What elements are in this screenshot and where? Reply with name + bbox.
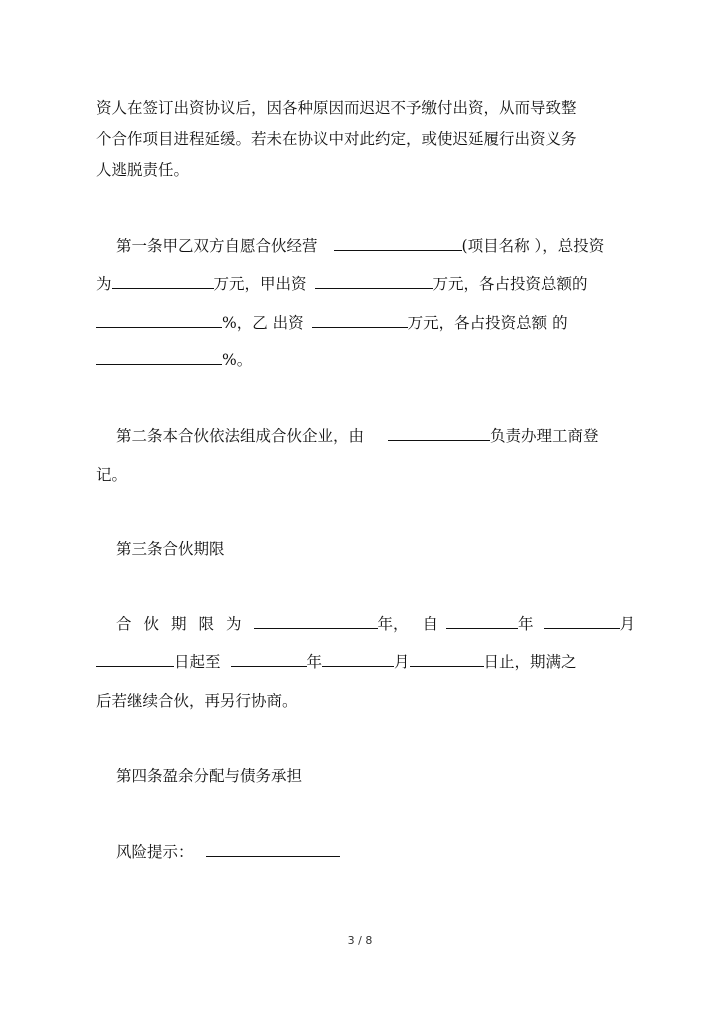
article1-line-2 [96, 274, 588, 294]
risk-tip-label: 风险提示： [116, 843, 194, 861]
article3-line-1 [116, 614, 635, 634]
term-prefix: 合伙期限为 [116, 615, 254, 633]
article1-line-3 [96, 313, 568, 333]
intro-line-2: 个合作项目进程延缓。若未在协议中对此约定，或使迟延履行出资义务 [96, 130, 577, 148]
start-day-blank[interactable] [96, 652, 174, 667]
article3-line-2 [96, 652, 577, 672]
end-year-blank[interactable] [231, 652, 307, 667]
project-name-blank[interactable] [334, 236, 462, 251]
article1-wan-1: 万元，甲出资 [213, 275, 307, 293]
article3-title: 第三条合伙期限 [116, 540, 225, 558]
article1-wei: 为 [96, 275, 112, 293]
party-a-percent-blank[interactable] [96, 313, 222, 328]
article1-percent-a: %，乙 出资 [222, 314, 304, 332]
risk-tip-line [116, 842, 340, 862]
article1-wan-3: 万元，各占投资总额 的 [407, 314, 568, 332]
article2-line-2: 记。 [96, 466, 128, 484]
article1-project-label: (项目名称 ），总投资 [461, 237, 605, 255]
article1-line-1 [116, 236, 604, 256]
term-month-2: 月 [394, 653, 410, 671]
registrant-blank[interactable] [388, 426, 490, 441]
term-year-3: 年 [306, 653, 323, 671]
page-number: 3 / 8 [347, 934, 373, 947]
party-b-percent-blank[interactable] [96, 350, 222, 365]
total-investment-blank[interactable] [112, 274, 214, 289]
term-month-1: 月 [619, 615, 636, 633]
start-year-blank[interactable] [446, 614, 518, 629]
term-year-2: 年 [518, 615, 534, 633]
term-day-from: 日起至 [174, 653, 221, 671]
term-years-blank[interactable] [254, 614, 378, 629]
term-year-1: 年， [377, 615, 409, 633]
party-a-investment-blank[interactable] [315, 274, 433, 289]
article1-percent-end: %。 [222, 351, 253, 369]
article1-prefix: 第一条甲乙双方自愿合伙经营 [116, 237, 318, 255]
party-b-investment-blank[interactable] [312, 313, 408, 328]
article1-wan-2: 万元，各占投资总额的 [432, 275, 588, 293]
start-month-blank[interactable] [544, 614, 620, 629]
article2-line-1 [116, 426, 599, 446]
term-day-end: 日止，期满之 [483, 653, 577, 671]
end-month-blank[interactable] [322, 652, 394, 667]
article2-prefix: 第二条本合伙依法组成合伙企业，由 [116, 427, 365, 445]
risk-tip-blank[interactable] [206, 842, 340, 857]
article1-line-4 [96, 350, 252, 370]
article4-title: 第四条盈余分配与债务承担 [116, 767, 303, 785]
term-from: 自 [422, 615, 439, 633]
end-day-blank[interactable] [410, 652, 484, 667]
intro-line-1: 资人在签订出资协议后，因各种原因而迟迟不予缴付出资，从而导致整 [96, 99, 577, 117]
intro-line-3: 人逃脱责任。 [96, 161, 190, 179]
article2-suffix: 负责办理工商登 [490, 427, 599, 445]
article3-line-3: 后若继续合伙，再另行协商。 [96, 692, 298, 710]
